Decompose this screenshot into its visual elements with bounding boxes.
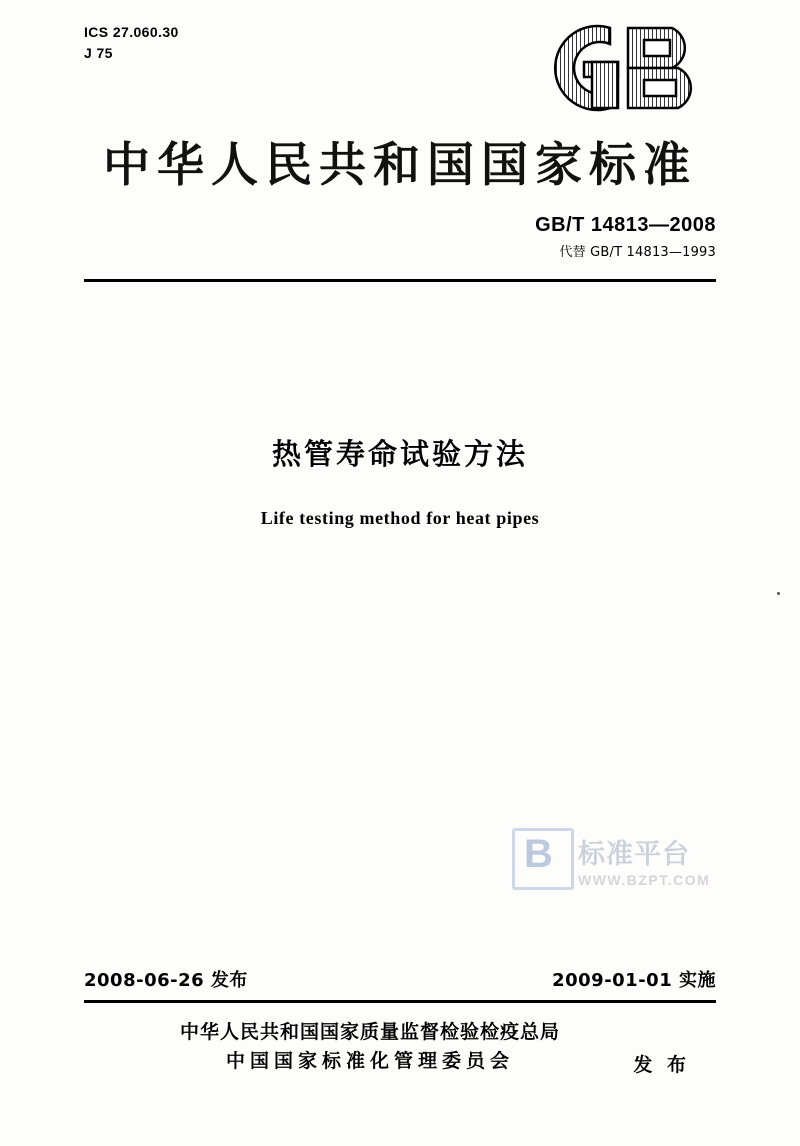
watermark-letter: B bbox=[524, 832, 553, 876]
standard-number-block bbox=[535, 214, 716, 260]
standard-number: GB/T 14813—2008 bbox=[535, 214, 716, 236]
issue-word: 发 布 bbox=[633, 1054, 690, 1076]
page-speck bbox=[777, 592, 780, 595]
classification-code: J 75 bbox=[84, 45, 113, 61]
ics-code: ICS 27.060.30 bbox=[84, 24, 179, 40]
watermark bbox=[512, 828, 752, 908]
document-title-cn: 热管寿命试验方法 bbox=[271, 437, 528, 471]
divider-top bbox=[84, 279, 716, 282]
national-standard-title: 中华人民共和国国家标准 bbox=[103, 138, 697, 193]
watermark-url: WWW.BZPT.COM bbox=[578, 872, 711, 888]
document-title-en: Life testing method for heat pipes bbox=[260, 508, 540, 528]
standard-replaces: 代替 GB/T 14813—1993 bbox=[559, 245, 716, 260]
watermark-text: 标准平台 bbox=[578, 839, 690, 870]
divider-bottom bbox=[84, 1000, 716, 1003]
gb-logo bbox=[532, 22, 722, 114]
ics-block bbox=[84, 22, 179, 63]
issuer-line-1: 中华人民共和国国家质量监督检验检疫总局 bbox=[179, 1021, 560, 1043]
effective-date: 2009-01-01 实施 bbox=[552, 970, 716, 991]
issue-date: 2008-06-26 发布 bbox=[84, 970, 248, 991]
issuer-line-2: 中国国家标准化管理委员会 bbox=[225, 1050, 514, 1072]
